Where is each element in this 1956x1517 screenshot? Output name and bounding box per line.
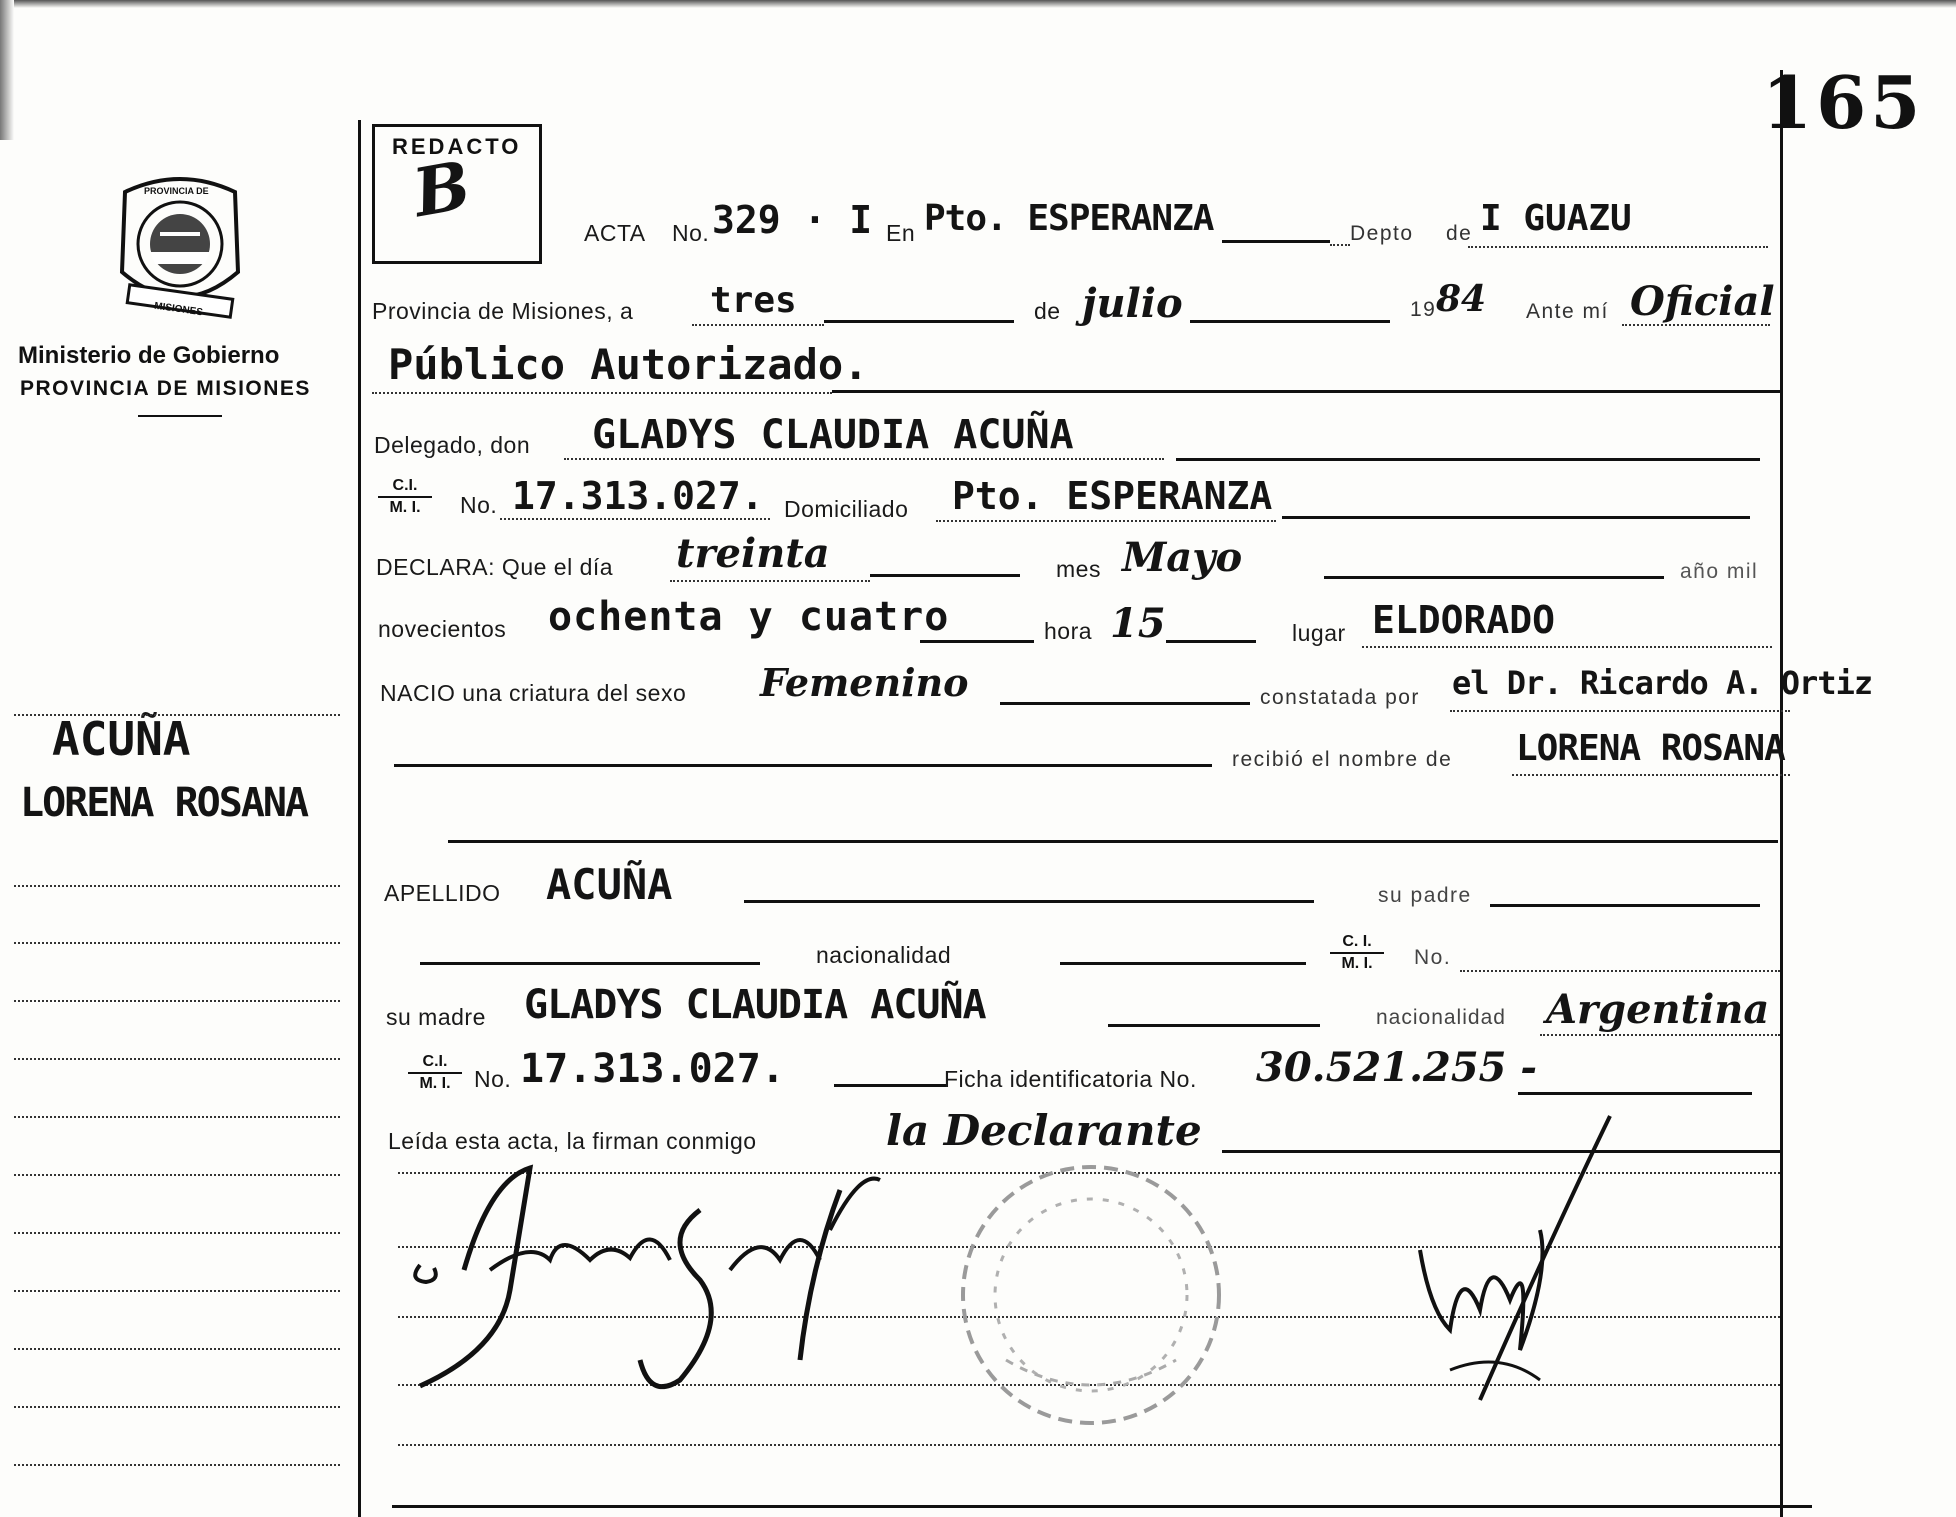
delegado-value: GLADYS CLAUDIA ACUÑA (592, 412, 1074, 458)
ci2-top: C. I. (1330, 932, 1384, 954)
constatada-value: el Dr. Ricardo A. Ortiz (1452, 664, 1873, 702)
apellido-value: ACUÑA (546, 860, 673, 909)
delegado-dotted (564, 458, 1164, 460)
nombre-value: LORENA ROSANA (1516, 728, 1785, 769)
constatada-label: constatada por (1260, 686, 1420, 709)
acta-number: 329 · I (712, 198, 873, 242)
row3-dotted (372, 392, 832, 394)
ci2-bottom: M. I. (1341, 955, 1373, 972)
margin-line (14, 1464, 340, 1466)
ministry-province: PROVINCIA DE MISIONES (20, 377, 311, 400)
redacto-label: REDACTO (392, 134, 522, 159)
ministry-seal (110, 172, 250, 328)
margin-line (14, 1290, 340, 1292)
anio-label: año mil (1680, 560, 1759, 583)
nacionalidad-label: nacionalidad (816, 942, 952, 968)
nacio-label: NACIO una criatura del sexo (380, 680, 687, 706)
mes-value: Mayo (1122, 534, 1243, 581)
sexo-fill-line (1000, 702, 1250, 705)
seal-text-bottom: MISIONES (153, 300, 204, 319)
nacionalidad-fill-line (1060, 962, 1306, 965)
nacionalidad-madre-label: nacionalidad (1376, 1006, 1506, 1029)
apellido-label: APELLIDO (384, 880, 501, 906)
ci2-no-label: No. (1414, 946, 1452, 969)
provincia-label: Provincia de Misiones, a (372, 298, 634, 324)
ci3-bottom: M. I. (419, 1075, 451, 1092)
day-fill-line (824, 320, 1014, 323)
margin-line (14, 1232, 340, 1234)
ante-dotted (1622, 324, 1770, 326)
form-bottom-rule (392, 1505, 1812, 1508)
nacionalidad-madre-value: Argentina (1546, 986, 1770, 1033)
sexo-value: Femenino (760, 660, 969, 705)
hora-value: 15 (1110, 600, 1166, 647)
margin-line (14, 1348, 340, 1350)
delegado-label: Delegado, don (374, 432, 531, 458)
recibio-label: recibió el nombre de (1232, 748, 1453, 771)
ci3-fraction (408, 1052, 462, 1094)
mes-label: mes (1056, 556, 1101, 582)
ministry-underline (138, 415, 222, 417)
ci-dotted (500, 518, 770, 520)
delegado-fill-line (1176, 458, 1760, 461)
margin-line (14, 714, 340, 716)
depto-value: I GUAZU (1480, 198, 1632, 239)
ficha-label: Ficha identificatoria No. (944, 1066, 1197, 1092)
hora-label: hora (1044, 618, 1093, 644)
lugar-value: ELDORADO (1372, 598, 1556, 642)
recibio-fill-line (394, 764, 1212, 767)
ministry-title: Ministerio de Gobierno (18, 342, 280, 369)
official-seal-stamp (946, 1150, 1236, 1440)
margin-line (14, 1000, 340, 1002)
novecientos-fill-line (920, 640, 1034, 643)
ci2-dotted (1460, 970, 1780, 972)
ficha-fill-line (1518, 1092, 1752, 1095)
margin-note-surname: ACUÑA (52, 712, 191, 766)
margin-line (14, 885, 340, 887)
ci-no-label: No. (460, 492, 498, 518)
form-left-border (358, 120, 361, 1517)
ci-top: C.I. (378, 476, 432, 498)
year-prefix: 19 (1410, 298, 1437, 321)
en-label: En (886, 220, 916, 246)
acta-dotted (1330, 244, 1350, 246)
domiciliado-fill-line (1282, 516, 1750, 519)
dia-fill-line (870, 574, 1020, 577)
ante-value: Oficial (1630, 278, 1775, 325)
day-value: tres (710, 280, 797, 321)
mes-fill-line (1324, 576, 1664, 579)
acta-label: ACTA (584, 220, 646, 246)
nombre-dotted (1512, 774, 1790, 776)
en-value: Pto. ESPERANZA (924, 198, 1214, 239)
margin-line (14, 942, 340, 944)
apellido-fill-line (744, 900, 1314, 903)
ci2-fraction (1330, 932, 1384, 974)
margin-line (14, 1116, 340, 1118)
row3-fill-line (832, 390, 1780, 393)
novecientos-label: novecientos (378, 616, 507, 642)
margin-line (14, 1406, 340, 1408)
ci3-fill-line (834, 1084, 946, 1087)
ci-fraction (378, 476, 432, 518)
domiciliado-label: Domiciliado (784, 496, 909, 522)
row10-fill-line (448, 840, 1778, 843)
leida-label: Leída esta acta, la firman conmigo (388, 1128, 757, 1154)
margin-line (14, 1174, 340, 1176)
ante-label: Ante mí (1526, 300, 1609, 323)
ante-value-continued: Público Autorizado. (388, 340, 869, 389)
year-value: 84 (1436, 278, 1487, 320)
domiciliado-value: Pto. ESPERANZA (952, 474, 1273, 518)
domiciliado-dotted (936, 520, 1276, 522)
madre-label: su madre (386, 1004, 486, 1030)
nacionalidad-madre-dotted (1540, 1034, 1780, 1036)
month-fill-line (1190, 320, 1390, 323)
de-label-2: de (1034, 298, 1061, 324)
constatada-dotted (1450, 710, 1790, 712)
form-right-border (1780, 70, 1783, 1517)
padre-fill-line (1490, 904, 1760, 907)
ci3-no-label: No. (474, 1066, 512, 1092)
ci-value: 17.313.027. (512, 474, 764, 518)
padre-name-line (420, 962, 760, 965)
redacto-mark: B (407, 145, 477, 233)
margin-note-name: LORENA ROSANA (20, 780, 308, 826)
madre-fill-line (1108, 1024, 1320, 1027)
madre-value: GLADYS CLAUDIA ACUÑA (524, 982, 986, 1028)
official-signature (1400, 1110, 1640, 1410)
ci-bottom: M. I. (389, 499, 421, 516)
seal-text-top: PROVINCIA DE (144, 186, 209, 196)
novecientos-value: ochenta y cuatro (548, 594, 950, 640)
lugar-label: lugar (1292, 620, 1346, 646)
page-left-shadow (0, 0, 14, 140)
dia-dotted (670, 580, 870, 582)
page-number: 165 (1762, 60, 1925, 145)
depto-de-label: de (1446, 222, 1473, 245)
page-top-edge (0, 0, 1956, 8)
acta-fill-line (1222, 240, 1330, 243)
signature-line (398, 1444, 1780, 1446)
month-value: julio (1082, 280, 1183, 327)
ci3-value: 17.313.027. (520, 1046, 785, 1092)
margin-line (14, 1058, 340, 1060)
lugar-dotted (1362, 646, 1772, 648)
depto-dotted (1468, 246, 1768, 248)
dia-value: treinta (676, 530, 830, 577)
acta-no-label: No. (672, 220, 710, 246)
declara-label: DECLARA: Que el día (376, 554, 614, 580)
declarant-signature (400, 1150, 920, 1400)
hora-fill-line (1166, 640, 1256, 643)
leida-value: la Declarante (886, 1106, 1202, 1155)
padre-label: su padre (1378, 884, 1472, 907)
ci3-top: C.I. (408, 1052, 462, 1074)
depto-label: Depto (1350, 222, 1414, 245)
day-dotted (692, 324, 824, 326)
ficha-value: 30.521.255 - (1256, 1044, 1538, 1091)
